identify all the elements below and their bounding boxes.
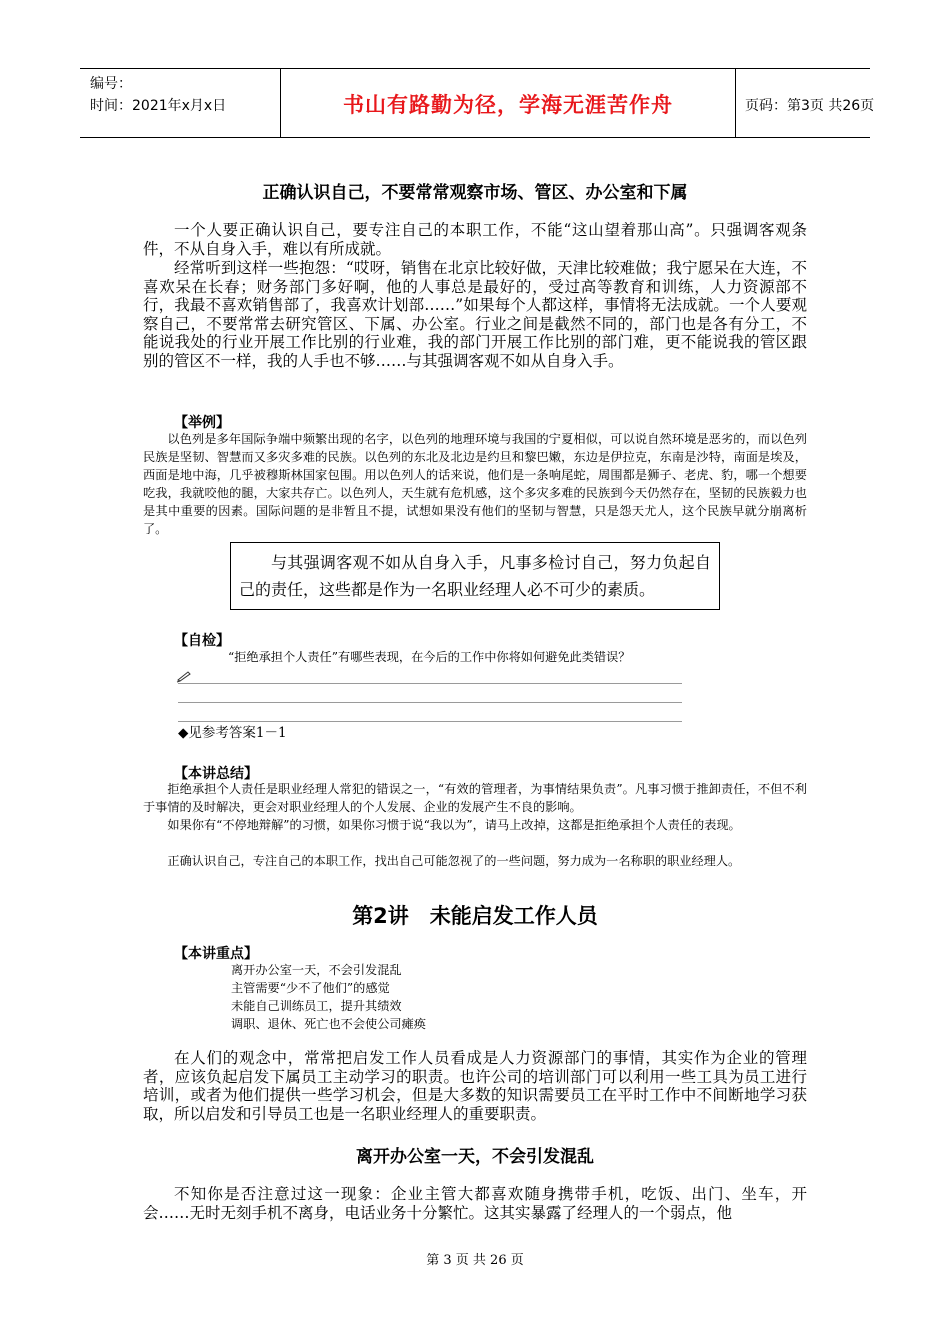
paragraph: 在人们的观念中，常常把启发工作人员看成是人力资源部门的事情，其实作为企业的管理者，应该负起启发下属员工主动学习的职责。也许公司的培训部门可以利用一些工具为员工进行培训，或者为他们提供一些学习机会，但是大多数的知识需要员工在平时工作中不间断地学习获取，所以启发和引导员工也是一名职业经理人的重要职责。 <box>143 1049 807 1123</box>
answer-line[interactable] <box>178 702 682 703</box>
header-time-label: 时间：2021年x月x日 <box>90 98 227 114</box>
header-page-info: 页码：第3页 共26页 <box>745 98 875 114</box>
summary-paragraph: 正确认识自己，专注自己的本职工作，找出自己可能忽视了的一些问题，努力成为一名称职的职业经理人。 <box>167 854 741 868</box>
key-point-item: 主管需要“少不了他们”的感觉 <box>231 981 390 995</box>
paragraph: 一个人要正确认识自己，要专注自己的本职工作，不能“这山望着那山高”。只强调客观条件，不从自身入手，难以有所成就。 <box>143 221 807 258</box>
example-tag: 【举例】 <box>174 415 230 431</box>
summary-paragraph: 如果你有“不停地辩解”的习惯，如果你习惯于说“我以为”，请马上改掉，这都是拒绝承担个人责任的表现。 <box>167 818 741 832</box>
answer-line[interactable] <box>178 683 682 684</box>
page-header <box>80 68 875 138</box>
section-title: 正确认识自己，不要常常观察市场、管区、办公室和下属 <box>262 183 688 203</box>
page-footer: 第 3 页 共 26 页 <box>426 1253 524 1268</box>
paragraph: 不知你是否注意过这一现象：企业主管大都喜欢随身携带手机，吃饭、出门、坐车，开会……无时无刻手机不离身，电话业务十分繁忙。这其实暴露了经理人的一个弱点，他 <box>143 1185 807 1222</box>
summary-paragraph: 拒绝承担个人责任是职业经理人常犯的错误之一，“有效的管理者，为事情结果负责”。凡事习惯于推卸责任，不但不利于事情的及时解决，更会对职业经理人的个人发展、企业的发展产生不良的影响。 <box>143 782 807 814</box>
key-point-item: 离开办公室一天，不会引发混乱 <box>231 963 402 977</box>
self-check-question: “拒绝承担个人责任”有哪些表现，在今后的工作中你将如何避免此类错误？ <box>228 650 631 664</box>
header-number-label: 编号： <box>90 76 132 92</box>
header-motto: 书山有路勤为径，学海无涯苦作舟 <box>343 93 673 117</box>
header-motto-cell <box>280 69 736 137</box>
summary-tag: 【本讲总结】 <box>174 766 258 782</box>
self-check-tag: 【自检】 <box>174 633 230 649</box>
answer-reference: ◆见参考答案1－1 <box>178 725 287 741</box>
header-left-cell <box>80 69 280 137</box>
header-page-cell <box>735 69 875 137</box>
lecture-title: 第2讲 未能启发工作人员 <box>352 904 598 928</box>
pen-icon <box>176 668 192 687</box>
paragraph: 经常听到这样一些抱怨：“哎呀，销售在北京比较好做，天津比较难做；我宁愿呆在大连，不喜欢呆在长春；财务部门多好啊，他的人事总是最好的，受过高等教育和训练，人力资源部不行，我最不喜欢销售部了，我喜欢计划部……”如果每个人都这样，事情将无法成就。一个人要观察自己，不要常常去研究管区、下属、办公室。行业之间是截然不同的，部门也是各有分工，不能说我处的行业开展工作比别的行业难，我的部门开展工作比别的部门难，更不能说我的管区跟别的管区不一样，我的人手也不够……与其强调客观不如从自身入手。 <box>143 259 807 370</box>
key-point-item: 未能自己训练员工，提升其绩效 <box>231 999 402 1013</box>
key-points-tag: 【本讲重点】 <box>174 946 258 962</box>
answer-line[interactable] <box>178 721 682 722</box>
key-point-text: 与其强调客观不如从自身入手，凡事多检讨自己，努力负起自己的责任，这些都是作为一名职业经理人必不可少的素质。 <box>239 553 711 599</box>
example-text: 以色列是多年国际争端中频繁出现的名字，以色列的地理环境与我国的宁夏相似，可以说自然环境是恶劣的，而以色列民族是坚韧、智慧而又多灾多难的民族。以色列的东北及北边是约旦和黎巴嫩，东边是伊拉克，东南是沙特，南面是埃及，西面是地中海，几乎被穆斯林国家包围。用以色列人的话来说，他们是一条响尾蛇，周围都是狮子、老虎、豹，哪一个想要吃我，我就咬他的腿，大家共存亡。以色列人，天生就有危机感，这个多灾多难的民族到今天仍然存在，坚韧的民族毅力也是其中重要的因素。国际问题的是非暂且不提，试想如果没有他们的坚韧与智慧，只是怨天尤人，这个民族早就分崩离析了。 <box>143 432 807 536</box>
section-title: 离开办公室一天，不会引发混乱 <box>356 1147 594 1167</box>
key-point-box <box>230 542 720 610</box>
key-point-item: 调职、退休、死亡也不会使公司瘫痪 <box>231 1017 426 1031</box>
